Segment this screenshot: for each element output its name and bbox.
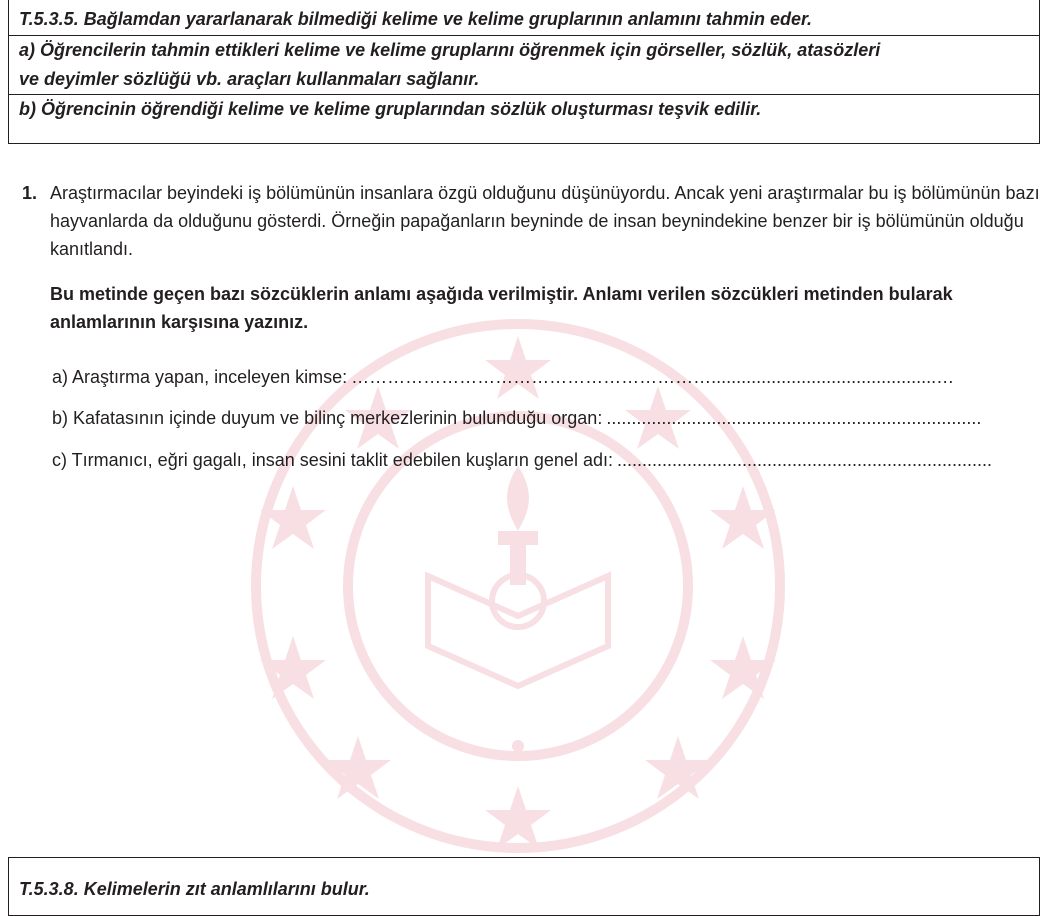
question-number: 1.	[22, 183, 38, 203]
answer-blank-c[interactable]: ...........................................................................	[616, 450, 993, 470]
answer-blank-a[interactable]: …………………………………………………….............................................…	[351, 367, 955, 387]
answer-label-b: b) Kafatasının içinde duyum ve bilinç merkezlerinin bulunduğu organ:	[52, 408, 603, 428]
answer-item-a	[52, 364, 1040, 390]
objective-note-a-line2: ve deyimler sözlüğü vb. araçları kullanmaları sağlanır.	[9, 65, 1039, 95]
ministry-seal-watermark	[248, 316, 788, 856]
answer-label-c: c) Tırmanıcı, eğri gagalı, insan sesini taklit edebilen kuşların genel adı:	[52, 450, 613, 470]
objective-box-bottom	[8, 857, 1040, 916]
objective-note-b: b) Öğrencinin öğrendiği kelime ve kelime gruplarından sözlük oluşturması teşvik edilir.	[19, 99, 762, 119]
answer-item-c	[52, 447, 1040, 473]
answer-label-a: a) Araştırma yapan, inceleyen kimse:	[52, 367, 348, 387]
question-passage: Araştırmacılar beyindeki iş bölümünün insanlara özgü olduğunu düşünüyordu. Ancak yeni araştırmalar bu iş bölümünün bazı hayvanlarda da olduğunu gösterdi. Örneğin papağanların beyninde de insan beynindekine benzer bir iş bölümünün olduğu kanıtlandı.	[50, 183, 1040, 259]
objective-box-top	[8, 0, 1040, 144]
answer-item-b	[52, 405, 1040, 431]
objective-note-a-line1: a) Öğrencilerin tahmin ettikleri kelime ve kelime gruplarını öğrenmek için görseller, sözlük, atasözleri	[19, 40, 881, 60]
answer-blank-b[interactable]: ...........................................................................	[606, 408, 982, 428]
question-instruction: Bu metinde geçen bazı sözcüklerin anlamı aşağıda verilmiştir. Anlamı verilen sözcükleri metinden bularak anlamlarının karşısına yazınız.	[50, 284, 953, 332]
objective-code-title: T.5.3.5. Bağlamdan yararlanarak bilmediği kelime ve kelime gruplarının anlamını tahmin eder.	[9, 4, 1039, 36]
objective-code-title-bottom: T.5.3.8. Kelimelerin zıt anlamlılarını bulur.	[19, 879, 370, 899]
